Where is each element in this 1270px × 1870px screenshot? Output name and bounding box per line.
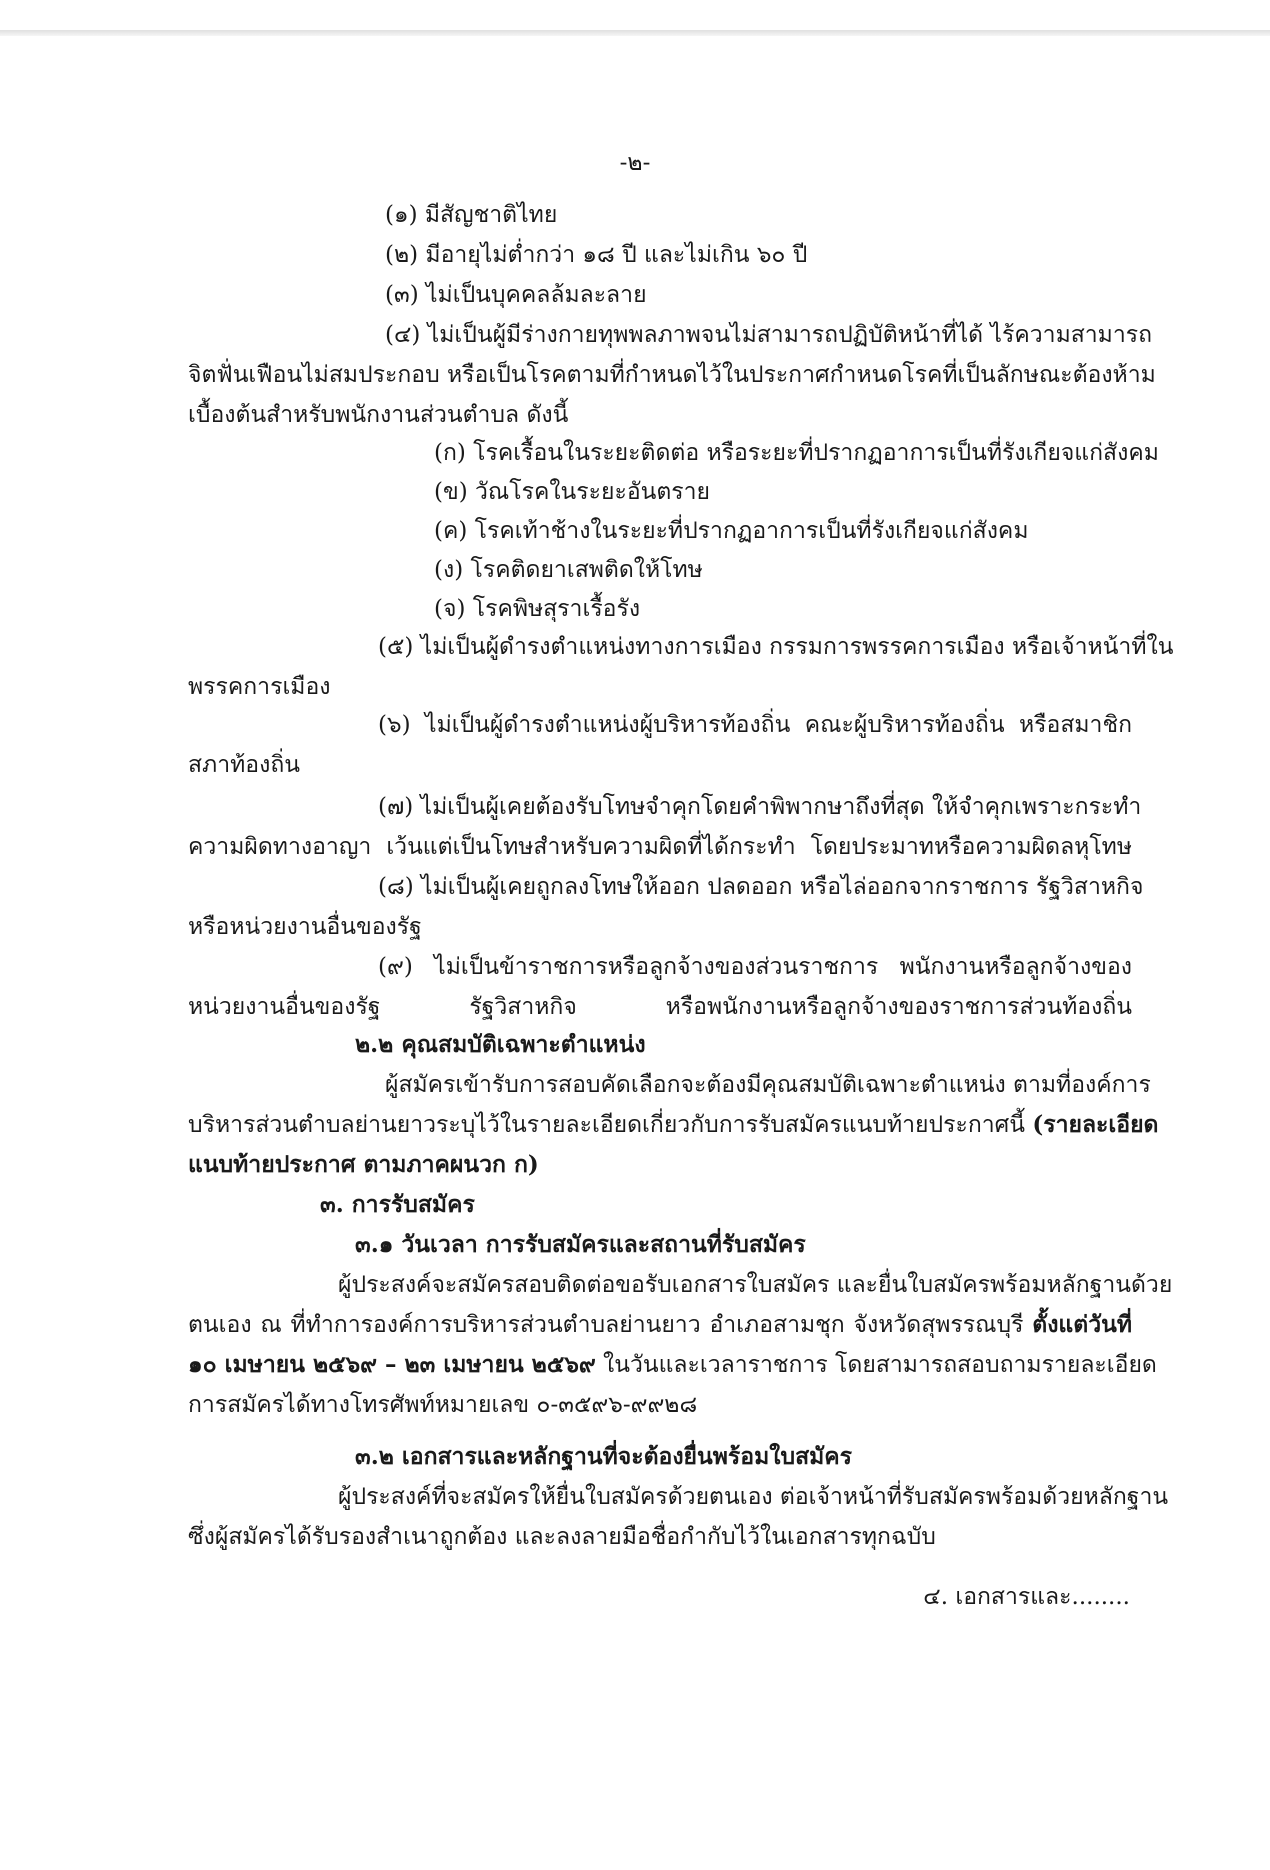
section-2-2-heading: ๒.๒ คุณสมบัติเฉพาะตำแหน่ง [355, 1031, 646, 1058]
item-3: (๓) ไม่เป็นบุคคลล้มละลาย [385, 282, 647, 308]
item-1: (๑) มีสัญชาติไทย [385, 202, 558, 228]
section-3-1-line-1: ผู้ประสงค์จะสมัครสอบติดต่อขอรับเอกสารใบสมัคร และยื่นใบสมัครพร้อมหลักฐานด้วย [338, 1272, 1173, 1298]
item-7-line-2: ความผิดทางอาญา เว้นแต่เป็นโทษสำหรับความผิดที่ได้กระทำ โดยประมาทหรือความผิดลหุโทษ [188, 834, 1132, 860]
item-8-line-2: หรือหน่วยงานอื่นของรัฐ [188, 914, 422, 940]
item-4-line-3: เบื้องต้นสำหรับพนักงานส่วนตำบล ดังนี้ [188, 402, 569, 428]
continuation-note: ๔. เอกสารและ........ [923, 1584, 1130, 1610]
disease-kho2: (ค) โรคเท้าช้างในระยะที่ปรากฏอาการเป็นที่รังเกียจแก่สังคม [434, 518, 1029, 544]
section-3-1-line-3 [188, 1348, 1157, 1384]
disease-kho: (ข) วัณโรคในระยะอันตราย [434, 479, 711, 505]
item-2: (๒) มีอายุไม่ต่ำกว่า ๑๘ ปี และไม่เกิน ๖๐ ปี [385, 242, 808, 268]
section-3-1-date-range: ๑๐ เมษายน ๒๕๖๙ – ๒๓ เมษายน ๒๕๖๙ [188, 1351, 596, 1378]
section-3-2-heading: ๓.๒ เอกสารและหลักฐานที่จะต้องยื่นพร้อมใบสมัคร [355, 1443, 853, 1470]
disease-ka: (ก) โรคเรื้อนในระยะติดต่อ หรือระยะที่ปรากฏอาการเป็นที่รังเกียจแก่สังคม [434, 440, 1159, 466]
item-4-line-1: (๔) ไม่เป็นผู้มีร่างกายทุพพลภาพจนไม่สามารถปฏิบัติหน้าที่ได้ ไร้ความสามารถ [385, 322, 1153, 348]
disease-cho: (จ) โรคพิษสุราเรื้อรัง [434, 596, 641, 622]
section-2-2-line-2-bold: (รายละเอียด [1032, 1111, 1159, 1138]
section-2-2-line-1: ผู้สมัครเข้ารับการสอบคัดเลือกจะต้องมีคุณสมบัติเฉพาะตำแหน่ง ตามที่องค์การ [385, 1072, 1151, 1098]
item-5-line-2: พรรคการเมือง [188, 674, 331, 700]
section-3-1-line-2-text: ตนเอง ณ ที่ทำการองค์การบริหารส่วนตำบลย่านยาว อำเภอสามชุก จังหวัดสุพรรณบุรี [188, 1312, 1033, 1338]
section-3-1-heading: ๓.๑ วันเวลา การรับสมัครและสถานที่รับสมัคร [355, 1231, 806, 1258]
scan-top-edge [0, 30, 1270, 36]
section-3-1-line-4: การสมัครได้ทางโทรศัพท์หมายเลข ๐-๓๕๙๖-๙๙๒๘ [188, 1392, 698, 1418]
section-3-heading: ๓. การรับสมัคร [320, 1191, 475, 1218]
disease-ngo: (ง) โรคติดยาเสพติดให้โทษ [434, 557, 703, 583]
item-9-line-1: (๙) ไม่เป็นข้าราชการหรือลูกจ้างของส่วนราชการ พนักงานหรือลูกจ้างของ [378, 954, 1132, 980]
item-6-line-1: (๖) ไม่เป็นผู้ดำรงตำแหน่งผู้บริหารท้องถิ่น คณะผู้บริหารท้องถิ่น หรือสมาชิก [378, 712, 1132, 738]
page-number: -๒- [619, 150, 651, 176]
section-3-2-line-1: ผู้ประสงค์ที่จะสมัครให้ยื่นใบสมัครด้วยตนเอง ต่อเจ้าหน้าที่รับสมัครพร้อมด้วยหลักฐาน [338, 1484, 1169, 1510]
item-9-line-2: หน่วยงานอื่นของรัฐ รัฐวิสาหกิจ หรือพนักงานหรือลูกจ้างของราชการส่วนท้องถิ่น [188, 994, 1132, 1020]
item-7-line-1: (๗) ไม่เป็นผู้เคยต้องรับโทษจำคุกโดยคำพิพากษาถึงที่สุด ให้จำคุกเพราะกระทำ [378, 794, 1142, 820]
section-3-1-line-2 [188, 1308, 1132, 1344]
item-5-line-1: (๕) ไม่เป็นผู้ดำรงตำแหน่งทางการเมือง กรรมการพรรคการเมือง หรือเจ้าหน้าที่ใน [378, 634, 1174, 660]
section-3-1-line-3-text: ในวันและเวลาราชการ โดยสามารถสอบถามรายละเอียด [595, 1352, 1157, 1378]
item-4-line-2: จิตฟั่นเฟือนไม่สมประกอบ หรือเป็นโรคตามที่กำหนดไว้ในประกาศกำหนดโรคที่เป็นลักษณะต้องห้าม [188, 362, 1156, 388]
item-8-line-1: (๘) ไม่เป็นผู้เคยถูกลงโทษให้ออก ปลดออก หรือไล่ออกจากราชการ รัฐวิสาหกิจ [378, 874, 1144, 900]
section-2-2-line-2 [188, 1108, 1159, 1144]
section-2-2-line-2-text: บริหารส่วนตำบลย่านยาวระบุไว้ในรายละเอียดเกี่ยวกับการรับสมัครแนบท้ายประกาศนี้ [188, 1112, 1033, 1138]
section-3-1-line-2-bold: ตั้งแต่วันที่ [1032, 1311, 1132, 1338]
item-6-line-2: สภาท้องถิ่น [188, 752, 300, 778]
section-2-2-line-3: แนบท้ายประกาศ ตามภาคผนวก ก) [188, 1151, 539, 1178]
section-3-2-line-2: ซึ่งผู้สมัครได้รับรองสำเนาถูกต้อง และลงลายมือชื่อกำกับไว้ในเอกสารทุกฉบับ [188, 1524, 936, 1550]
